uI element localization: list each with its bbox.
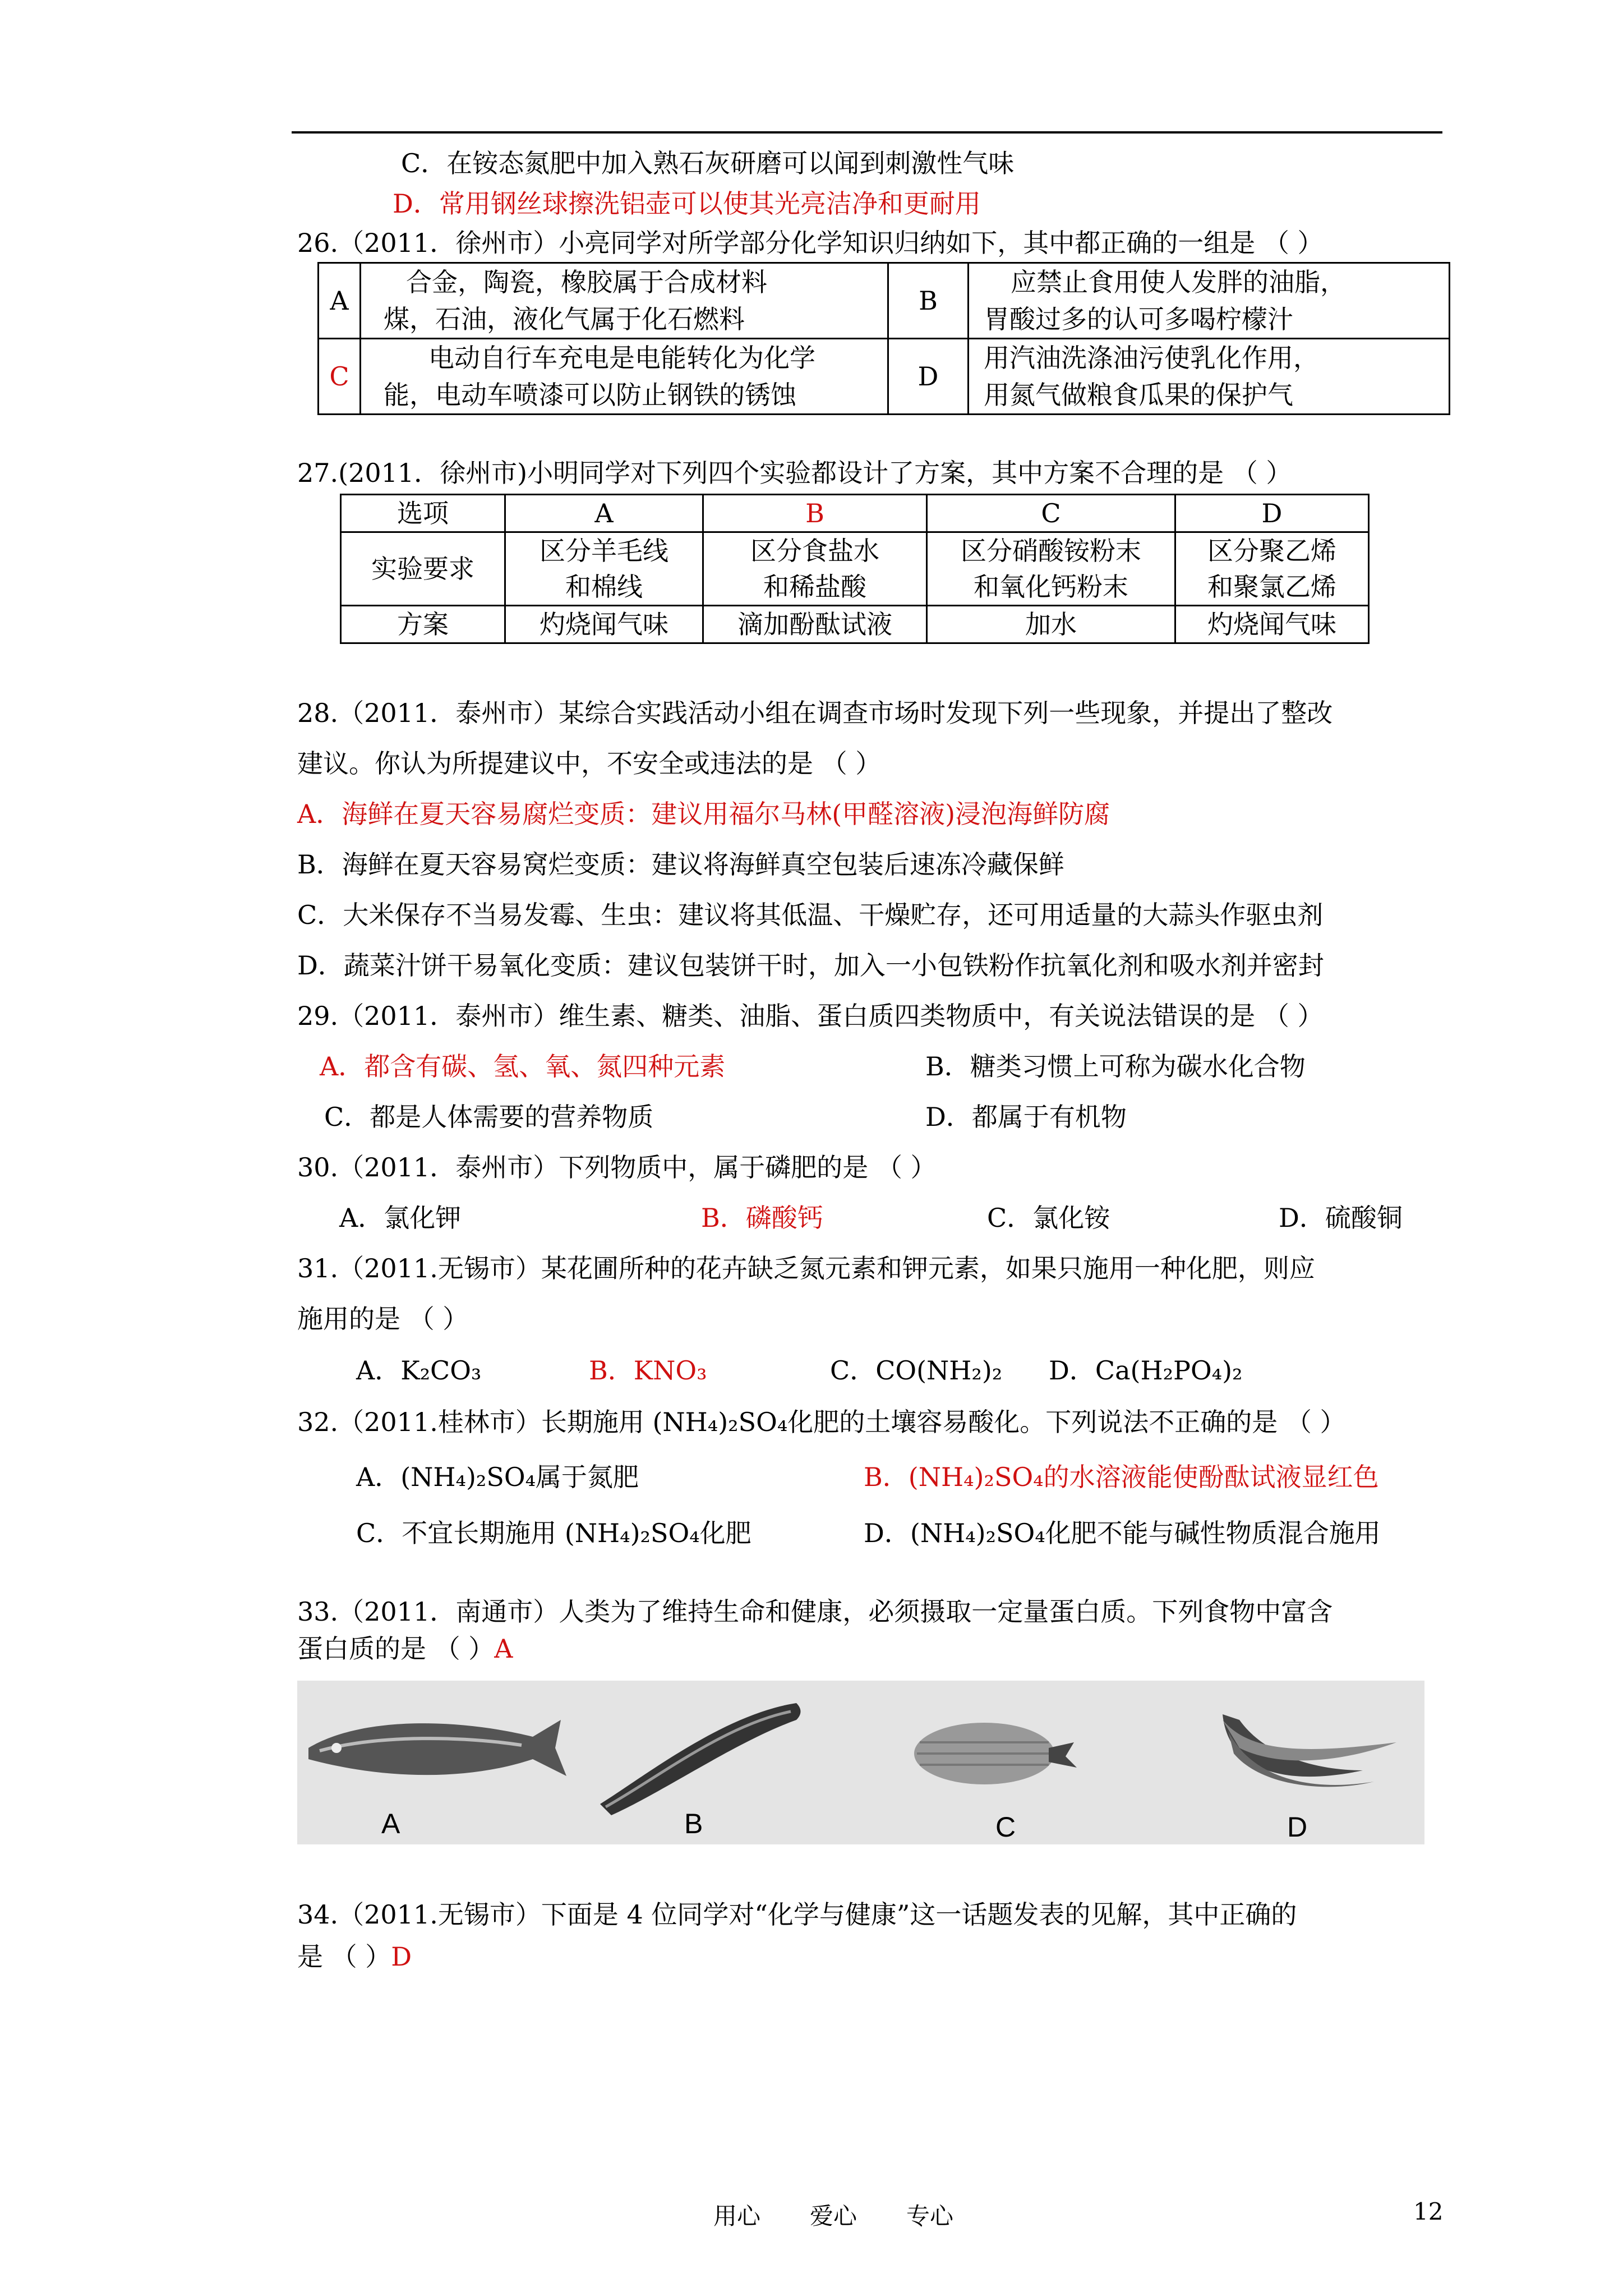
q26-a-line1: 合金，陶瓷，橡胶属于合成材料 — [406, 267, 767, 297]
q27-req-b-l2: 和稀盐酸 — [763, 572, 866, 602]
q33-answer: A — [494, 1634, 513, 1664]
table-row — [341, 532, 1369, 606]
q33-label-a: A — [381, 1808, 400, 1839]
q27-req-a-l2: 和棉线 — [565, 572, 643, 602]
q26-cell-a — [361, 263, 888, 339]
q27-header-d: D — [1175, 495, 1369, 532]
q27-req-label: 实验要求 — [341, 532, 505, 606]
q26-a-line2: 煤，石油，液化气属于化石燃料 — [384, 304, 745, 334]
q27-req-b — [703, 532, 927, 606]
q33-stem-line1: 33.（2011．南通市）人类为了维持生命和健康，必须摄取一定量蛋白质。下列食物中富含 — [297, 1596, 1333, 1627]
q28-stem-line1: 28.（2011．泰州市）某综合实践活动小组在调查市场时发现下列一些现象，并提出了整改 — [297, 698, 1333, 728]
q27-plan-c: 加水 — [927, 606, 1175, 643]
q26-d-line2: 用氮气做粮食瓜果的保护气 — [984, 380, 1293, 410]
q31-option-b: B．KNO₃ — [589, 1355, 707, 1386]
q27-header-option: 选项 — [341, 495, 505, 532]
q26-table — [317, 262, 1450, 415]
q27-req-c-l1: 区分硝酸铵粉末 — [961, 536, 1141, 566]
table-row — [319, 339, 1450, 415]
q25-option-d: D．常用钢丝球擦洗铝壶可以使其光亮洁净和更耐用 — [393, 188, 981, 219]
q29-option-a: A．都含有碳、氢、氧、氮四种元素 — [320, 1051, 726, 1082]
q26-opt-c: C — [319, 339, 361, 415]
q27-req-d-l1: 区分聚乙烯 — [1207, 536, 1336, 566]
q29-stem: 29.（2011．泰州市）维生素、糖类、油脂、蛋白质四类物质中，有关说法错误的是 （ ） — [297, 1001, 1324, 1031]
q26-opt-a: A — [319, 263, 361, 339]
q27-plan-d: 灼烧闻气味 — [1175, 606, 1369, 643]
q27-req-a — [505, 532, 703, 606]
q25-option-c: C．在铵态氮肥中加入熟石灰研磨可以闻到刺激性气味 — [401, 148, 1015, 178]
q28-option-a: A．海鲜在夏天容易腐烂变质：建议用福尔马林(甲醛溶液)浸泡海鲜防腐 — [297, 799, 1110, 829]
q27-header-b: B — [703, 495, 927, 532]
q27-req-a-l1: 区分羊毛线 — [540, 536, 668, 566]
table-row — [319, 263, 1450, 339]
q31-option-c: C．CO(NH₂)₂ — [830, 1355, 1003, 1386]
food-illustrations — [297, 1681, 1424, 1844]
q30-stem: 30.（2011．泰州市）下列物质中，属于磷肥的是 （ ） — [297, 1152, 937, 1182]
q29-option-d: D．都属于有机物 — [925, 1102, 1127, 1132]
bean-pod-image — [600, 1703, 801, 1815]
q27-stem: 27.(2011．徐州市)小明同学对下列四个实验都设计了方案，其中方案不合理的是 （ ） — [297, 458, 1292, 488]
q27-req-d-l2: 和聚氯乙烯 — [1207, 572, 1336, 602]
q32-option-d: D．(NH₄)₂SO₄化肥不能与碱性物质混合施用 — [864, 1518, 1381, 1548]
q30-option-d: D．硫酸铜 — [1279, 1203, 1403, 1233]
q27-plan-a: 灼烧闻气味 — [505, 606, 703, 643]
q27-plan-label: 方案 — [341, 606, 505, 643]
q26-b-line1: 应禁止食用使人发胖的油脂， — [1011, 267, 1346, 297]
q33-label-c: C — [995, 1811, 1016, 1843]
page-number: 12 — [1413, 2198, 1444, 2225]
q34-stem-text: 是 （ ） — [297, 1941, 391, 1972]
q31-stem-line2: 施用的是 （ ） — [297, 1304, 469, 1334]
q26-d-line1: 用汽油洗涤油污使乳化作用， — [984, 343, 1319, 373]
q26-stem: 26.（2011．徐州市）小亮同学对所学部分化学知识归纳如下，其中都正确的一组是 （ ） — [297, 228, 1324, 258]
q26-cell-b — [969, 263, 1450, 339]
q28-stem-line2: 建议。你认为所提建议中，不安全或违法的是 （ ） — [297, 748, 882, 779]
q31-stem-line1: 31.（2011.无锡市）某花圃所种的花卉缺乏氮元素和钾元素，如果只施用一种化肥，则应 — [297, 1253, 1315, 1283]
corn-image — [914, 1723, 1077, 1784]
q27-header-c: C — [927, 495, 1175, 532]
q28-option-d: D．蔬菜汁饼干易氧化变质：建议包装饼干时，加入一小包铁粉作抗氧化剂和吸水剂并密封 — [297, 950, 1324, 981]
q29-option-b: B．糖类习惯上可称为碳水化合物 — [925, 1051, 1306, 1082]
q30-option-c: C．氯化铵 — [987, 1203, 1110, 1233]
q32-option-c: C．不宜长期施用 (NH₄)₂SO₄化肥 — [356, 1518, 751, 1548]
q27-table — [340, 494, 1370, 644]
footer-text-2: 爱心 — [810, 2202, 857, 2230]
q33-stem-text: 蛋白质的是 （ ） — [297, 1634, 495, 1664]
q32-option-b: B．(NH₄)₂SO₄的水溶液能使酚酞试液显红色 — [864, 1462, 1379, 1492]
q27-header-a: A — [505, 495, 703, 532]
q33-stem-line2 — [297, 1636, 513, 1662]
q27-req-c — [927, 532, 1175, 606]
header-rule — [292, 131, 1442, 134]
footer-text-3: 专心 — [906, 2202, 954, 2230]
fish-image — [308, 1720, 566, 1776]
q27-plan-b: 滴加酚酞试液 — [703, 606, 927, 643]
q34-stem-line1: 34.（2011.无锡市）下面是 4 位同学对“化学与健康”这一话题发表的见解，其中正确的 — [297, 1899, 1297, 1930]
q31-option-a: A．K₂CO₃ — [356, 1355, 482, 1386]
q34-stem-line2 — [297, 1941, 412, 1972]
q26-b-line2: 胃酸过多的认可多喝柠檬汁 — [984, 304, 1293, 334]
q27-req-d — [1175, 532, 1369, 606]
q30-option-a: A．氯化钾 — [339, 1203, 462, 1233]
table-row — [341, 606, 1369, 643]
q26-c-line2: 能，电动车喷漆可以防止钢铁的锈蚀 — [384, 380, 796, 410]
q28-option-b: B．海鲜在夏天容易窝烂变质：建议将海鲜真空包装后速冻冷藏保鲜 — [297, 849, 1064, 880]
q31-option-d: D．Ca(H₂PO₄)₂ — [1049, 1355, 1243, 1386]
q33-food-picture — [297, 1681, 1424, 1844]
q33-label-b: B — [684, 1808, 703, 1839]
footer-text-1: 用心 — [713, 2202, 761, 2230]
q32-stem: 32.（2011.桂林市）长期施用 (NH₄)₂SO₄化肥的土壤容易酸化。下列说法不正确的是 （ ） — [297, 1407, 1346, 1437]
q26-opt-b: B — [888, 263, 969, 339]
q27-req-c-l2: 和氧化钙粉末 — [974, 572, 1128, 602]
footer-motto — [713, 2198, 1003, 2231]
q27-req-b-l1: 区分食盐水 — [750, 536, 879, 566]
q26-c-line1: 电动自行车充电是电能转化为化学 — [428, 343, 815, 373]
q29-option-c: C．都是人体需要的营养物质 — [324, 1102, 654, 1132]
q26-cell-d — [969, 339, 1450, 415]
q30-option-b: B．磷酸钙 — [701, 1203, 823, 1233]
q26-cell-c — [361, 339, 888, 415]
q34-answer: D — [391, 1941, 412, 1972]
q32-option-a: A．(NH₄)₂SO₄属于氮肥 — [356, 1462, 639, 1492]
table-row — [341, 495, 1369, 532]
q26-opt-d: D — [888, 339, 969, 415]
q33-label-d: D — [1287, 1811, 1308, 1843]
banana-image — [1223, 1714, 1396, 1787]
q28-option-c: C．大米保存不当易发霉、生虫：建议将其低温、干燥贮存，还可用适量的大蒜头作驱虫剂 — [297, 900, 1324, 930]
